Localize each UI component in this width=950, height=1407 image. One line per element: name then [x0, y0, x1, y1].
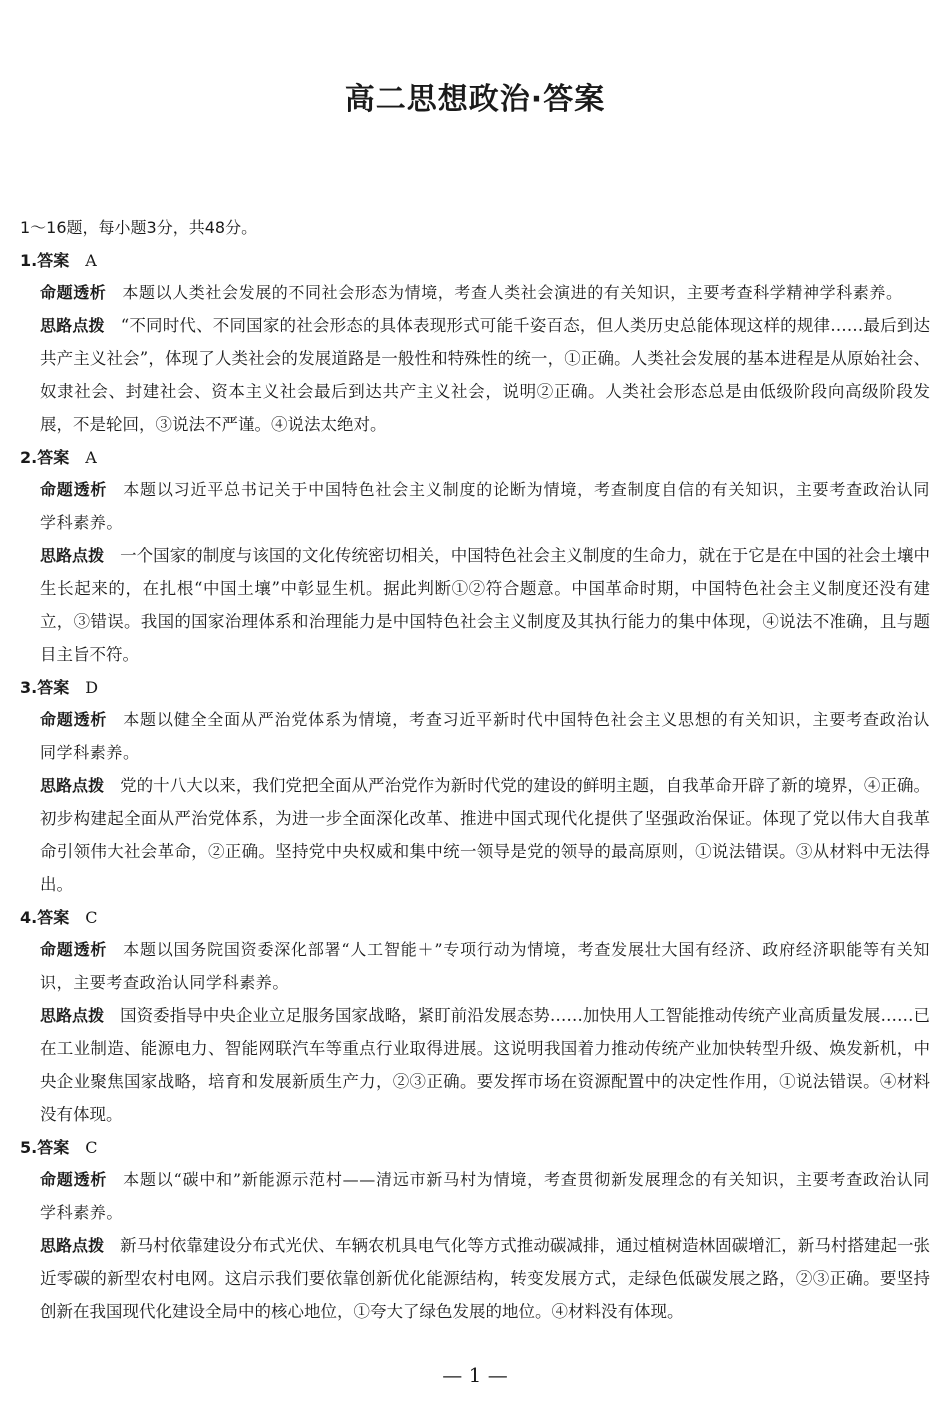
- thinking-label: 思路点拨: [40, 1006, 105, 1025]
- thinking-paragraph: [40, 539, 930, 671]
- thinking-text: 国资委指导中央企业立足服务国家战略，紧盯前沿发展态势……加快用人工智能推动传统产业高质量发展……已在工业制造、能源电力、智能网联汽车等重点行业取得进展。这说明我国着力推动传统产业加快转型升级、焕发新机，中央企业聚焦国家战略，培育和发展新质生产力，②③正确。要发挥市场在资源配置中的决定性作用，①说法错误。④材料没有体现。: [40, 1006, 930, 1124]
- answer-choice: D: [85, 678, 99, 697]
- analysis-paragraph: [40, 473, 930, 539]
- answer-choice: C: [85, 908, 98, 927]
- thinking-text: “不同时代、不同国家的社会形态的具体表现形式可能千姿百态，但人类历史总能体现这样的规律……最后到达共产主义社会”，体现了人类社会的发展道路是一般性和特殊性的统一，①正确。人类社会发展的基本进程是从原始社会、奴隶社会、封建社会、资本主义社会最后到达共产主义社会，说明②正确。人类社会形态总是由低级阶段向高级阶段发展，不是轮回，③说法不严谨。④说法太绝对。: [40, 316, 930, 434]
- thinking-text: 新马村依靠建设分布式光伏、车辆农机具电气化等方式推动碳减排，通过植树造林固碳增汇，新马村搭建起一张近零碳的新型农村电网。这启示我们要依靠创新优化能源结构，转变发展方式，走绿色低碳发展之路，②③正确。要坚持创新在我国现代化建设全局中的核心地位，①夸大了绿色发展的地位。④材料没有体现。: [40, 1236, 930, 1321]
- question-block: [20, 671, 930, 901]
- question-number: 3.: [20, 678, 38, 697]
- question-number: 5.: [20, 1138, 38, 1157]
- answer-line: [20, 244, 930, 276]
- analysis-label: 命题透析: [40, 1170, 108, 1189]
- question-block: [20, 901, 930, 1131]
- analysis-text: 本题以国务院国资委深化部署“人工智能＋”专项行动为情境，考查发展壮大国有经济、政府经济职能等有关知识，主要考查政治认同学科素养。: [40, 940, 930, 992]
- answer-line: [20, 1131, 930, 1163]
- analysis-paragraph: [40, 933, 930, 999]
- answer-label: 答案: [37, 448, 70, 467]
- thinking-paragraph: [40, 309, 930, 441]
- page-title: 高二思想政治·答案: [344, 82, 606, 117]
- answer-label: 答案: [37, 251, 70, 270]
- answer-choice: A: [85, 448, 97, 467]
- intro-text: 1～16题，每小题3分，共48分。: [20, 218, 258, 237]
- thinking-label: 思路点拨: [40, 316, 105, 335]
- page-number: — 1 —: [442, 1363, 508, 1387]
- analysis-label: 命题透析: [40, 710, 108, 729]
- thinking-paragraph: [40, 1229, 930, 1328]
- section-intro: [20, 211, 930, 244]
- answer-content: [20, 211, 930, 1328]
- question-block: [20, 441, 930, 671]
- answer-line: [20, 441, 930, 473]
- thinking-label: 思路点拨: [40, 776, 105, 795]
- answer-line: [20, 671, 930, 703]
- question-block: [20, 1131, 930, 1328]
- question-block: [20, 244, 930, 441]
- analysis-paragraph: [40, 703, 930, 769]
- answer-label: 答案: [37, 1138, 70, 1157]
- thinking-label: 思路点拨: [40, 546, 105, 565]
- analysis-text: 本题以习近平总书记关于中国特色社会主义制度的论断为情境，考查制度自信的有关知识，主要考查政治认同学科素养。: [40, 480, 930, 532]
- answer-line: [20, 901, 930, 933]
- answer-choice: A: [85, 251, 97, 270]
- thinking-paragraph: [40, 769, 930, 901]
- analysis-text: 本题以“碳中和”新能源示范村——清远市新马村为情境，考查贯彻新发展理念的有关知识，主要考查政治认同学科素养。: [40, 1170, 930, 1222]
- thinking-label: 思路点拨: [40, 1236, 105, 1255]
- thinking-paragraph: [40, 999, 930, 1131]
- thinking-text: 一个国家的制度与该国的文化传统密切相关，中国特色社会主义制度的生命力，就在于它是在中国的社会土壤中生长起来的，在扎根“中国土壤”中彰显生机。据此判断①②符合题意。中国革命时期，中国特色社会主义制度还没有建立，③错误。我国的国家治理体系和治理能力是中国特色社会主义制度及其执行能力的集中体现，④说法不准确，且与题目主旨不符。: [40, 546, 930, 664]
- analysis-label: 命题透析: [40, 940, 108, 959]
- analysis-label: 命题透析: [40, 283, 107, 302]
- question-number: 1.: [20, 251, 38, 270]
- question-number: 2.: [20, 448, 38, 467]
- analysis-label: 命题透析: [40, 480, 108, 499]
- answer-choice: C: [85, 1138, 98, 1157]
- analysis-paragraph: [40, 276, 930, 309]
- analysis-text: 本题以人类社会发展的不同社会形态为情境，考查人类社会演进的有关知识，主要考查科学精神学科素养。: [122, 283, 903, 302]
- analysis-paragraph: [40, 1163, 930, 1229]
- analysis-text: 本题以健全全面从严治党体系为情境，考查习近平新时代中国特色社会主义思想的有关知识，主要考查政治认同学科素养。: [40, 710, 930, 762]
- answer-label: 答案: [37, 908, 70, 927]
- question-number: 4.: [20, 908, 38, 927]
- thinking-text: 党的十八大以来，我们党把全面从严治党作为新时代党的建设的鲜明主题，自我革命开辟了新的境界，④正确。初步构建起全面从严治党体系，为进一步全面深化改革、推进中国式现代化提供了坚强政治保证。体现了党以伟大自我革命引领伟大社会革命，②正确。坚持党中央权威和集中统一领导是党的领导的最高原则，①说法错误。③从材料中无法得出。: [40, 776, 930, 894]
- answer-label: 答案: [37, 678, 70, 697]
